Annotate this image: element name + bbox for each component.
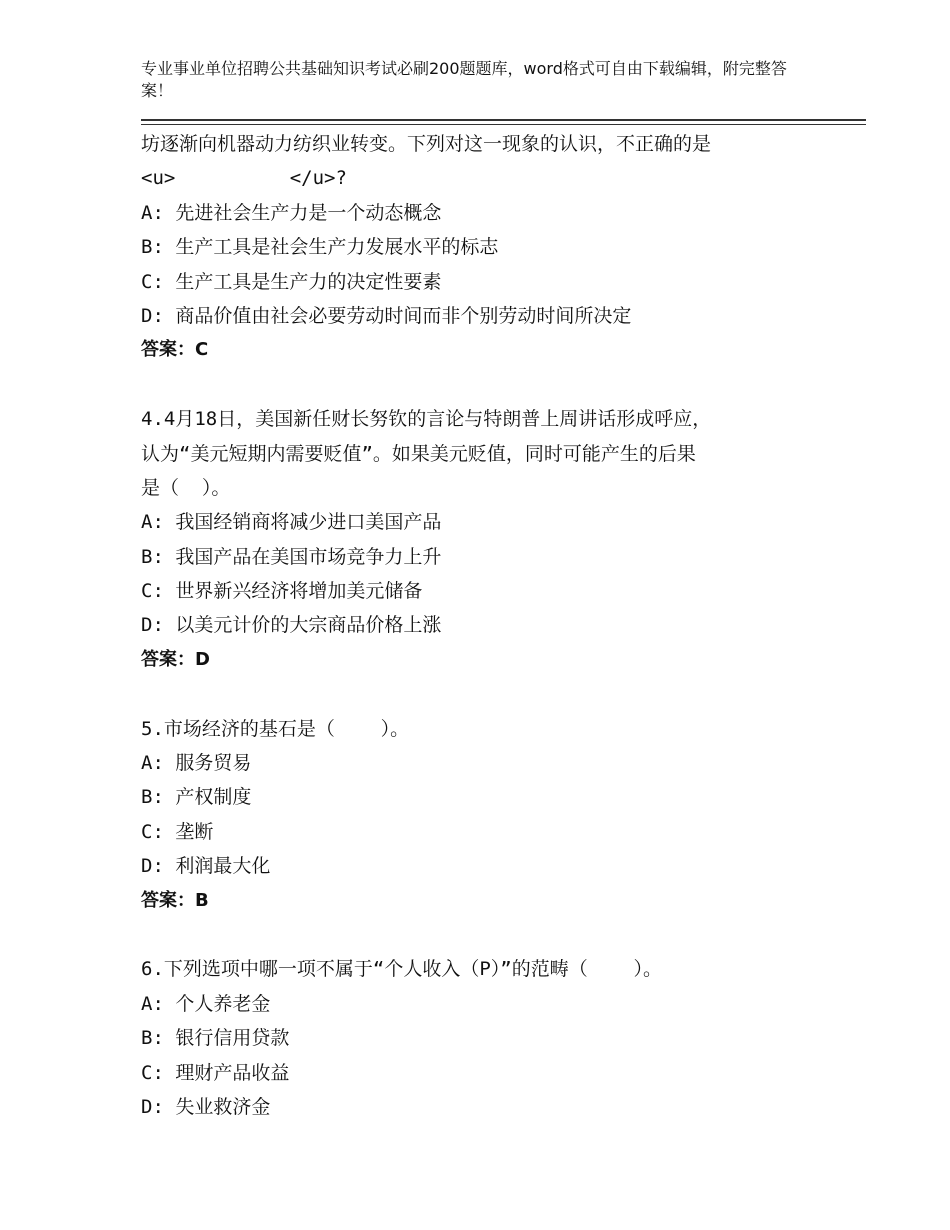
option-c: C: 生产工具是生产力的决定性要素 [141,270,442,293]
option-a: A: 服务贸易 [141,752,252,775]
option-b: B: 产权制度 [141,786,252,809]
question-5 [141,712,841,918]
option-d: D: 利润最大化 [141,855,271,878]
option-d: D: 商品价值由社会必要劳动时间而非个别劳动时间所决定 [141,304,632,327]
question-4 [141,402,841,677]
option-a: A: 我国经销商将减少进口美国产品 [141,511,442,534]
option-c: C: 世界新兴经济将增加美元储备 [141,580,423,603]
option-b: B: 我国产品在美国市场竞争力上升 [141,545,442,568]
spacer [141,368,841,402]
question-text: 认为“美元短期内需要贬值”。如果美元贬值，同时可能产生的后果 [141,442,696,465]
question-text: 4.4月18日，美国新任财长努钦的言论与特朗普上周讲话形成呼应， [141,408,712,431]
option-c: C: 垄断 [141,820,214,843]
answer-label: 答案：B [141,889,209,911]
question-6 [141,952,841,1124]
header-rule-thin [141,124,866,125]
option-c: C: 理财产品收益 [141,1061,290,1084]
question-text: 5.市场经济的基石是（ ）。 [141,717,410,740]
page-header: 专业事业单位招聘公共基础知识考试必刷200题题库，word格式可自由下载编辑，附完整答案！ [141,59,787,100]
spacer [141,918,841,952]
option-a: A: 先进社会生产力是一个动态概念 [141,201,442,224]
option-a: A: 个人养老金 [141,992,271,1015]
option-b: B: 生产工具是社会生产力发展水平的标志 [141,236,499,259]
spacer [141,677,841,711]
option-d: D: 以美元计价的大宗商品价格上涨 [141,614,442,637]
question-text: 坊逐渐向机器动力纺织业转变。下列对这一现象的认识，不正确的是 [141,133,712,155]
question-text: 6.下列选项中哪一项不属于“个人收入（P）”的范畴（ ）。 [141,958,662,981]
question-text: <u> </u>? [141,167,347,190]
question-text: 是（ ）。 [141,476,231,499]
option-b: B: 银行信用贷款 [141,1027,290,1050]
option-d: D: 失业救济金 [141,1095,271,1118]
answer-label: 答案：C [141,339,209,361]
header-rule-thick [141,119,866,121]
answer-label: 答案：D [141,648,210,670]
document-body [141,127,841,1124]
question-3 [141,127,841,368]
